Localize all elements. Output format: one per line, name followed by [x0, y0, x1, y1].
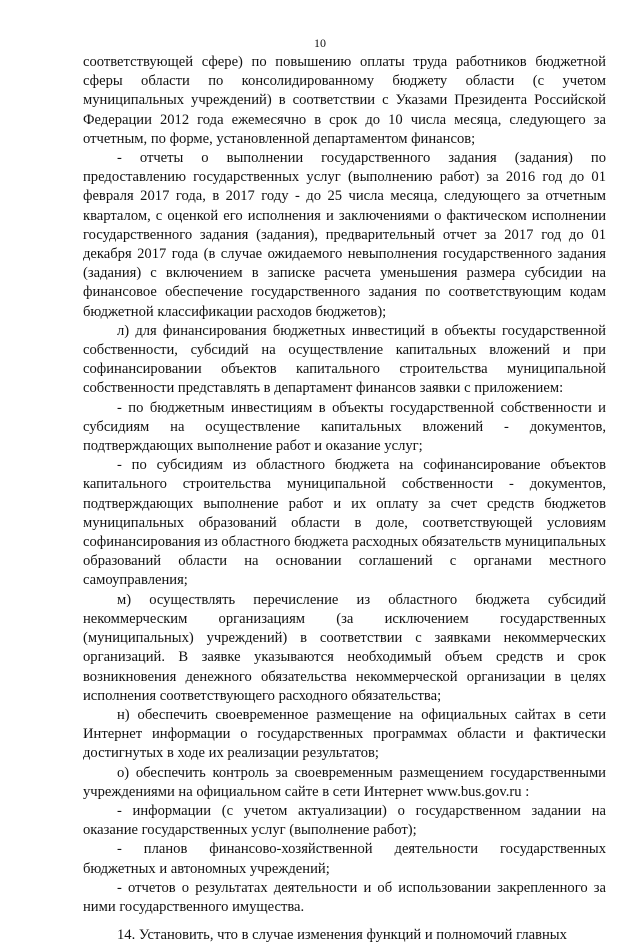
paragraph-12: 14. Установить, что в случае изменения функций и полномочий главных: [117, 927, 567, 944]
paragraph-7: н) обеспечить своевременное размещение на официальных сайтах в сети Интернет информации о государственных программах области и фактически достигнутых в ходе их реализации результатов;: [83, 706, 606, 762]
paragraph-2: - отчеты о выполнении государственного задания (задания) по предоставлению государственных услуг (выполнению работ) за 2016 год до 01 февраля 2017 года, в 2017 году - до 25 числа месяца, следующего за отчетным кварталом, с оценкой его исполнения и заключениями о фактическом исполнении государственного задания (задания), предварительный отчет за 2017 год до 01 декабря 2017 года (в случае ожидаемого невыполнения государственного задания (задания) с включением в записке расчета уменьшения размера субсидии на финансовое обеспечение государственного задания по соответствующим кодам бюджетной классификации расходов бюджетов);: [83, 150, 606, 320]
page-number: 10: [314, 36, 326, 50]
paragraph-8: о) обеспечить контроль за своевременным размещением государственными учреждениями на официальном сайте в сети Интернет www.bus.gov.ru :: [83, 764, 606, 800]
paragraph-6: м) осуществлять перечисление из областного бюджета субсидий некоммерческим организациям (за исключением государственных (муниципальных) учреждений) в соответствии с заявками некоммерческих организаций. В заявке указываются необходимый объем средств и срок возникновения денежного обязательства некоммерческой организации в целях исполнения соответствующего расходного обязательства;: [83, 591, 606, 704]
paragraph-9: - информации (с учетом актуализации) о государственном задании на оказание государственных услуг (выполнение работ);: [83, 802, 606, 839]
paragraph-5: - по субсидиям из областного бюджета на софинансирование объектов капитального строительства муниципальной собственности - документов, подтверждающих выполнение работ и их оплату за счет средств бюджетов муниципальных образований области в доле, соответствующей условиям софинансирования из областного бюджета расходных обязательств муниципальных образований области на основании соглашений с органами местного самоуправления;: [83, 457, 606, 589]
paragraph-3: л) для финансирования бюджетных инвестиций в объекты государственной собственности, субсидий на осуществление капитальных вложений и при софинансировании объектов капитального строительства муниципальной собственности представлять в департамент финансов заявки с приложением:: [83, 322, 606, 397]
document-body: [83, 53, 606, 945]
paragraph-10: - планов финансово-хозяйственной деятельности государственных бюджетных и автономных учреждений;: [83, 841, 606, 877]
paragraph-1: соответствующей сфере) по повышению оплаты труда работников бюджетной сферы области по консолидированному бюджету области (с учетом муниципальных учреждений) в соответствии с Указами Президента Российской Федерации 2012 года ежемесячно в срок до 10 числа месяца, следующего за отчетным, по форме, установленной департаментом финансов;: [83, 54, 606, 147]
paragraph-4: - по бюджетным инвестициям в объекты государственной собственности и субсидиям на осуществление капитальных вложений - документов, подтверждающих выполнение работ и оказание услуг;: [83, 399, 606, 455]
paragraph-11: - отчетов о результатах деятельности и об использовании закрепленного за ними государственного имущества.: [83, 879, 606, 915]
